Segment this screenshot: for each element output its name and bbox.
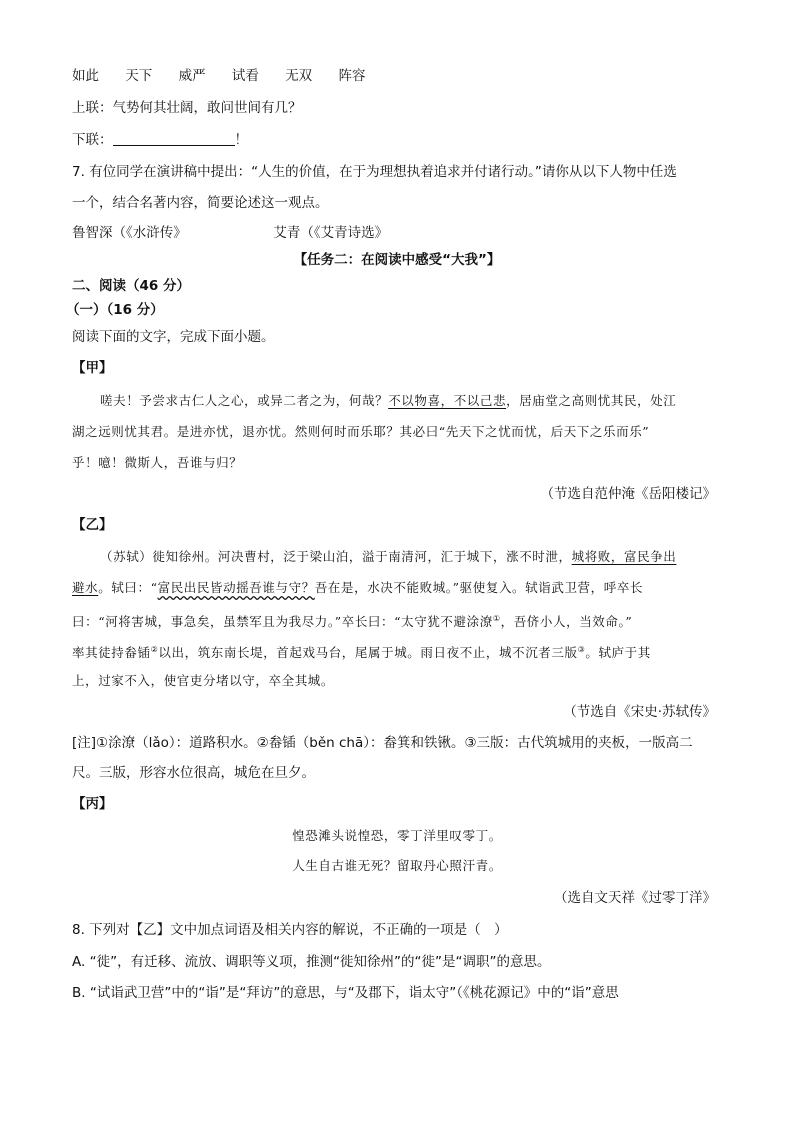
yi-text: （苏轼）徙知徐州。河决曹村，泛于梁山泊，溢于南清河，汇于城下，涨不时泄， <box>100 549 572 564</box>
jia-text: 嗟夫！予尝求古仁人之心，或异二者之为，何哉？ <box>100 393 389 408</box>
q8-option-a[interactable]: A. “徙”，有迁移、流放、调职等义项，推测“徙知徐州”的“徙”是“调职”的意思。 <box>72 954 551 970</box>
bing-source: （选自文天祥《过零丁洋》 <box>554 890 716 906</box>
note-marker: ① <box>492 614 501 623</box>
section-sub: （一）（16 分） <box>66 302 164 318</box>
underlined-phrase: 不以物喜，不以己悲 <box>388 393 507 408</box>
q7-line1: 7. 有位同学在演讲稿中提出：“人生的价值，在于为理想执着追求并付诸行动。”请你从以下人物中任选 <box>72 164 677 180</box>
yi-line4 <box>72 640 651 663</box>
answer-blank[interactable] <box>113 131 235 146</box>
word-option: 天下 <box>125 68 153 84</box>
passage-bing-label: 【丙】 <box>72 796 113 812</box>
q8-stem: 8. 下列对【乙】文中加点词语及相关内容的解说，不正确的一项是（ ） <box>72 922 508 938</box>
task2-heading: 【任务二：在阅读中感受“大我”】 <box>293 252 501 268</box>
wavy-underlined-phrase: 富民出民皆动摇吾谁与守？ <box>157 580 315 595</box>
poem-line2: 人生自古谁无死？留取丹心照汗青。 <box>292 858 502 873</box>
notes-line1: [注]①涂潦（lǎo）：道路积水。②畚锸（běn chā）：畚箕和铁锹。③三版：古代筑城用的夹板，一版高二 <box>72 735 693 751</box>
yi-line2 <box>72 578 643 598</box>
q7-options <box>72 223 388 243</box>
yi-text: 。轼庐于其 <box>585 645 651 661</box>
word-option: 试看 <box>231 68 259 84</box>
yi-line5: 上，过家不入，使官吏分堵以守，卒全其城。 <box>72 673 335 688</box>
jia-line3: 乎！噫！微斯人，吾谁与归？ <box>72 455 243 470</box>
yi-line3 <box>72 609 632 632</box>
q8-option-b[interactable]: B. “试诣武卫营”中的“诣”是“拜访”的意思，与“及郡下，诣太守”（《桃花源记》中的“诣”意思 <box>72 985 619 1001</box>
word-option: 阵容 <box>338 68 366 84</box>
yi-text: 。轼曰：“ <box>98 580 158 595</box>
couplet-upper: 上联：气势何其壮阔，敢问世间有几？ <box>72 100 302 116</box>
yi-text: 以出，筑东南长堤，首起戏马台，尾属于城。雨日夜不止，城不沉者三版 <box>158 645 578 661</box>
jia-line1 <box>100 391 676 411</box>
passage-yi-label: 【乙】 <box>72 517 113 533</box>
yi-text: 曰：“河将害城，事急矣，虽禁军且为我尽力。”卒长曰：“太守犹不避涂潦 <box>72 614 493 630</box>
word-option: 威严 <box>178 68 206 84</box>
note-marker: ③ <box>577 645 586 654</box>
q7-option-2: 艾青（《艾青诗选》 <box>273 225 389 241</box>
note-marker: ② <box>150 645 159 654</box>
yi-source: （节选自《宋史·苏轼传》 <box>563 704 716 720</box>
word-option: 无双 <box>285 68 313 84</box>
poem-line1: 惶恐滩头说惶恐，零丁洋里叹零丁。 <box>292 828 502 843</box>
section-title: 二、阅读（46 分） <box>72 278 190 294</box>
instruction: 阅读下面的文字，完成下面小题。 <box>72 329 275 345</box>
yi-text: ，吾侪小人，当效命。” <box>500 614 633 630</box>
jia-text: ，居庙堂之高则忧其民，处江 <box>506 393 677 408</box>
jia-source: （节选自范仲淹《岳阳楼记》 <box>540 486 716 502</box>
couplet-word-bank <box>72 66 387 86</box>
notes-line2: 尺。三版，形容水位很高，城危在旦夕。 <box>72 765 315 781</box>
couplet-lower <box>72 130 248 150</box>
word-option: 如此 <box>72 68 99 84</box>
q7-option-1: 鲁智深（《水浒传》 <box>72 225 187 241</box>
q7-line2: 一个，结合名著内容，简要论述这一观点。 <box>72 195 329 211</box>
underlined-phrase: 避水 <box>72 580 99 595</box>
underlined-phrase: 城将败，富民争出 <box>571 549 677 564</box>
jia-line2: 湖之远则忧其君。是进亦忧，退亦忧。然则何时而乐耶？其必曰“先天下之忧而忧，后天下之乐而乐” <box>72 424 650 439</box>
yi-line1 <box>100 547 676 567</box>
couplet-lower-label: 下联： <box>72 132 113 148</box>
couplet-lower-end: ！ <box>234 132 248 148</box>
yi-text: 吾在是，水决不能败城。”驱使复入。轼诣武卫营，呼卒长 <box>314 580 644 595</box>
passage-jia-label: 【甲】 <box>72 360 113 376</box>
yi-text: 率其徒持畚锸 <box>72 645 151 661</box>
